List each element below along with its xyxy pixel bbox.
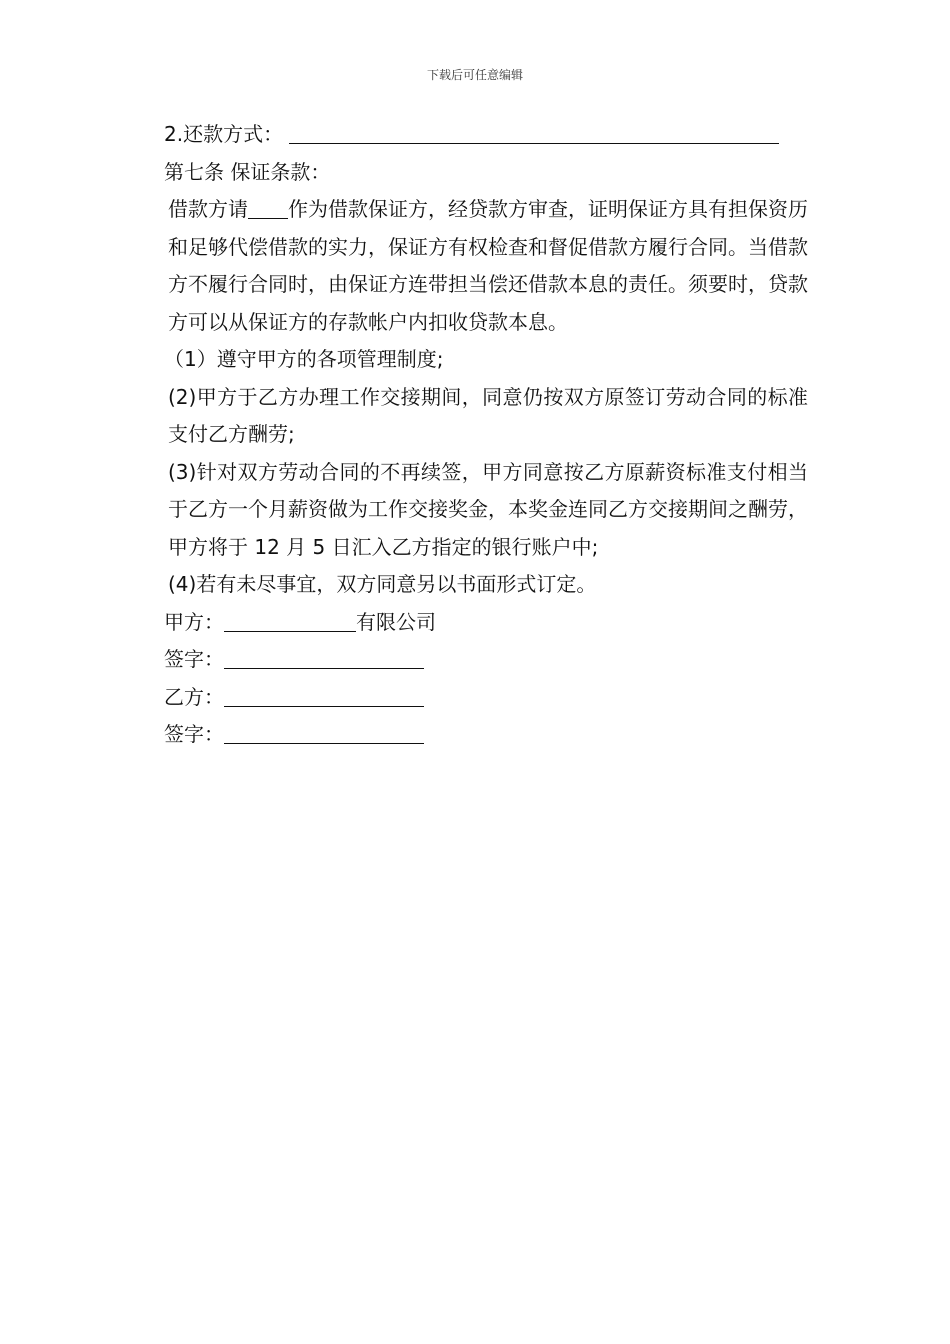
party-a-suffix: 有限公司 bbox=[356, 609, 436, 634]
party-a-blank[interactable] bbox=[224, 609, 356, 632]
signature-1-label: 签字： bbox=[164, 647, 224, 671]
item-1: （1）遵守甲方的各项管理制度; bbox=[164, 347, 444, 371]
item-4: (4)若有未尽事宜，双方同意另以书面形式订定。 bbox=[168, 572, 597, 596]
signature-2-label: 签字： bbox=[164, 722, 224, 746]
guarantee-prefix: 借款方请 bbox=[168, 197, 248, 221]
signature-1-blank[interactable] bbox=[224, 646, 424, 669]
party-b-label: 乙方： bbox=[164, 684, 224, 709]
repayment-method-blank[interactable] bbox=[289, 121, 779, 144]
item-2: (2)甲方于乙方办理工作交接期间，同意仍按双方原签订劳动合同的标准支付乙方酬劳; bbox=[168, 384, 808, 446]
signature-2-line bbox=[146, 716, 808, 754]
guarantor-blank[interactable] bbox=[248, 196, 288, 219]
guarantee-text: 作为借款保证方，经贷款方审查，证明保证方具有担保资历和足够代偿借款的实力，保证方有权检查和督促借款方履行合同。当借款方不履行合同时，由保证方连带担当偿还借款本息的责任。须要时，贷款方可以从保证方的存款帐户内扣收贷款本息。 bbox=[168, 197, 808, 334]
item-3: (3)针对双方劳动合同的不再续签，甲方同意按乙方原薪资标准支付相当于乙方一个月薪资做为工作交接奖金，本奖金连同乙方交接期间之酬劳，甲方将于 12 月 5 日汇入乙方指定的银行账户中; bbox=[168, 459, 808, 559]
article-7-title: 第七条 保证条款： bbox=[164, 159, 331, 184]
page-header: 下载后可任意编辑 bbox=[426, 68, 523, 82]
party-b-blank[interactable] bbox=[224, 684, 424, 707]
document-body bbox=[146, 116, 808, 754]
party-a-label: 甲方： bbox=[164, 609, 224, 634]
signature-2-blank[interactable] bbox=[224, 721, 424, 744]
party-b-line bbox=[146, 679, 808, 717]
guarantee-clause bbox=[146, 191, 808, 341]
repayment-method-line bbox=[146, 116, 808, 154]
repayment-method-label: 2.还款方式： bbox=[164, 122, 284, 146]
signature-1-line bbox=[146, 641, 808, 679]
party-a-line bbox=[146, 604, 808, 642]
